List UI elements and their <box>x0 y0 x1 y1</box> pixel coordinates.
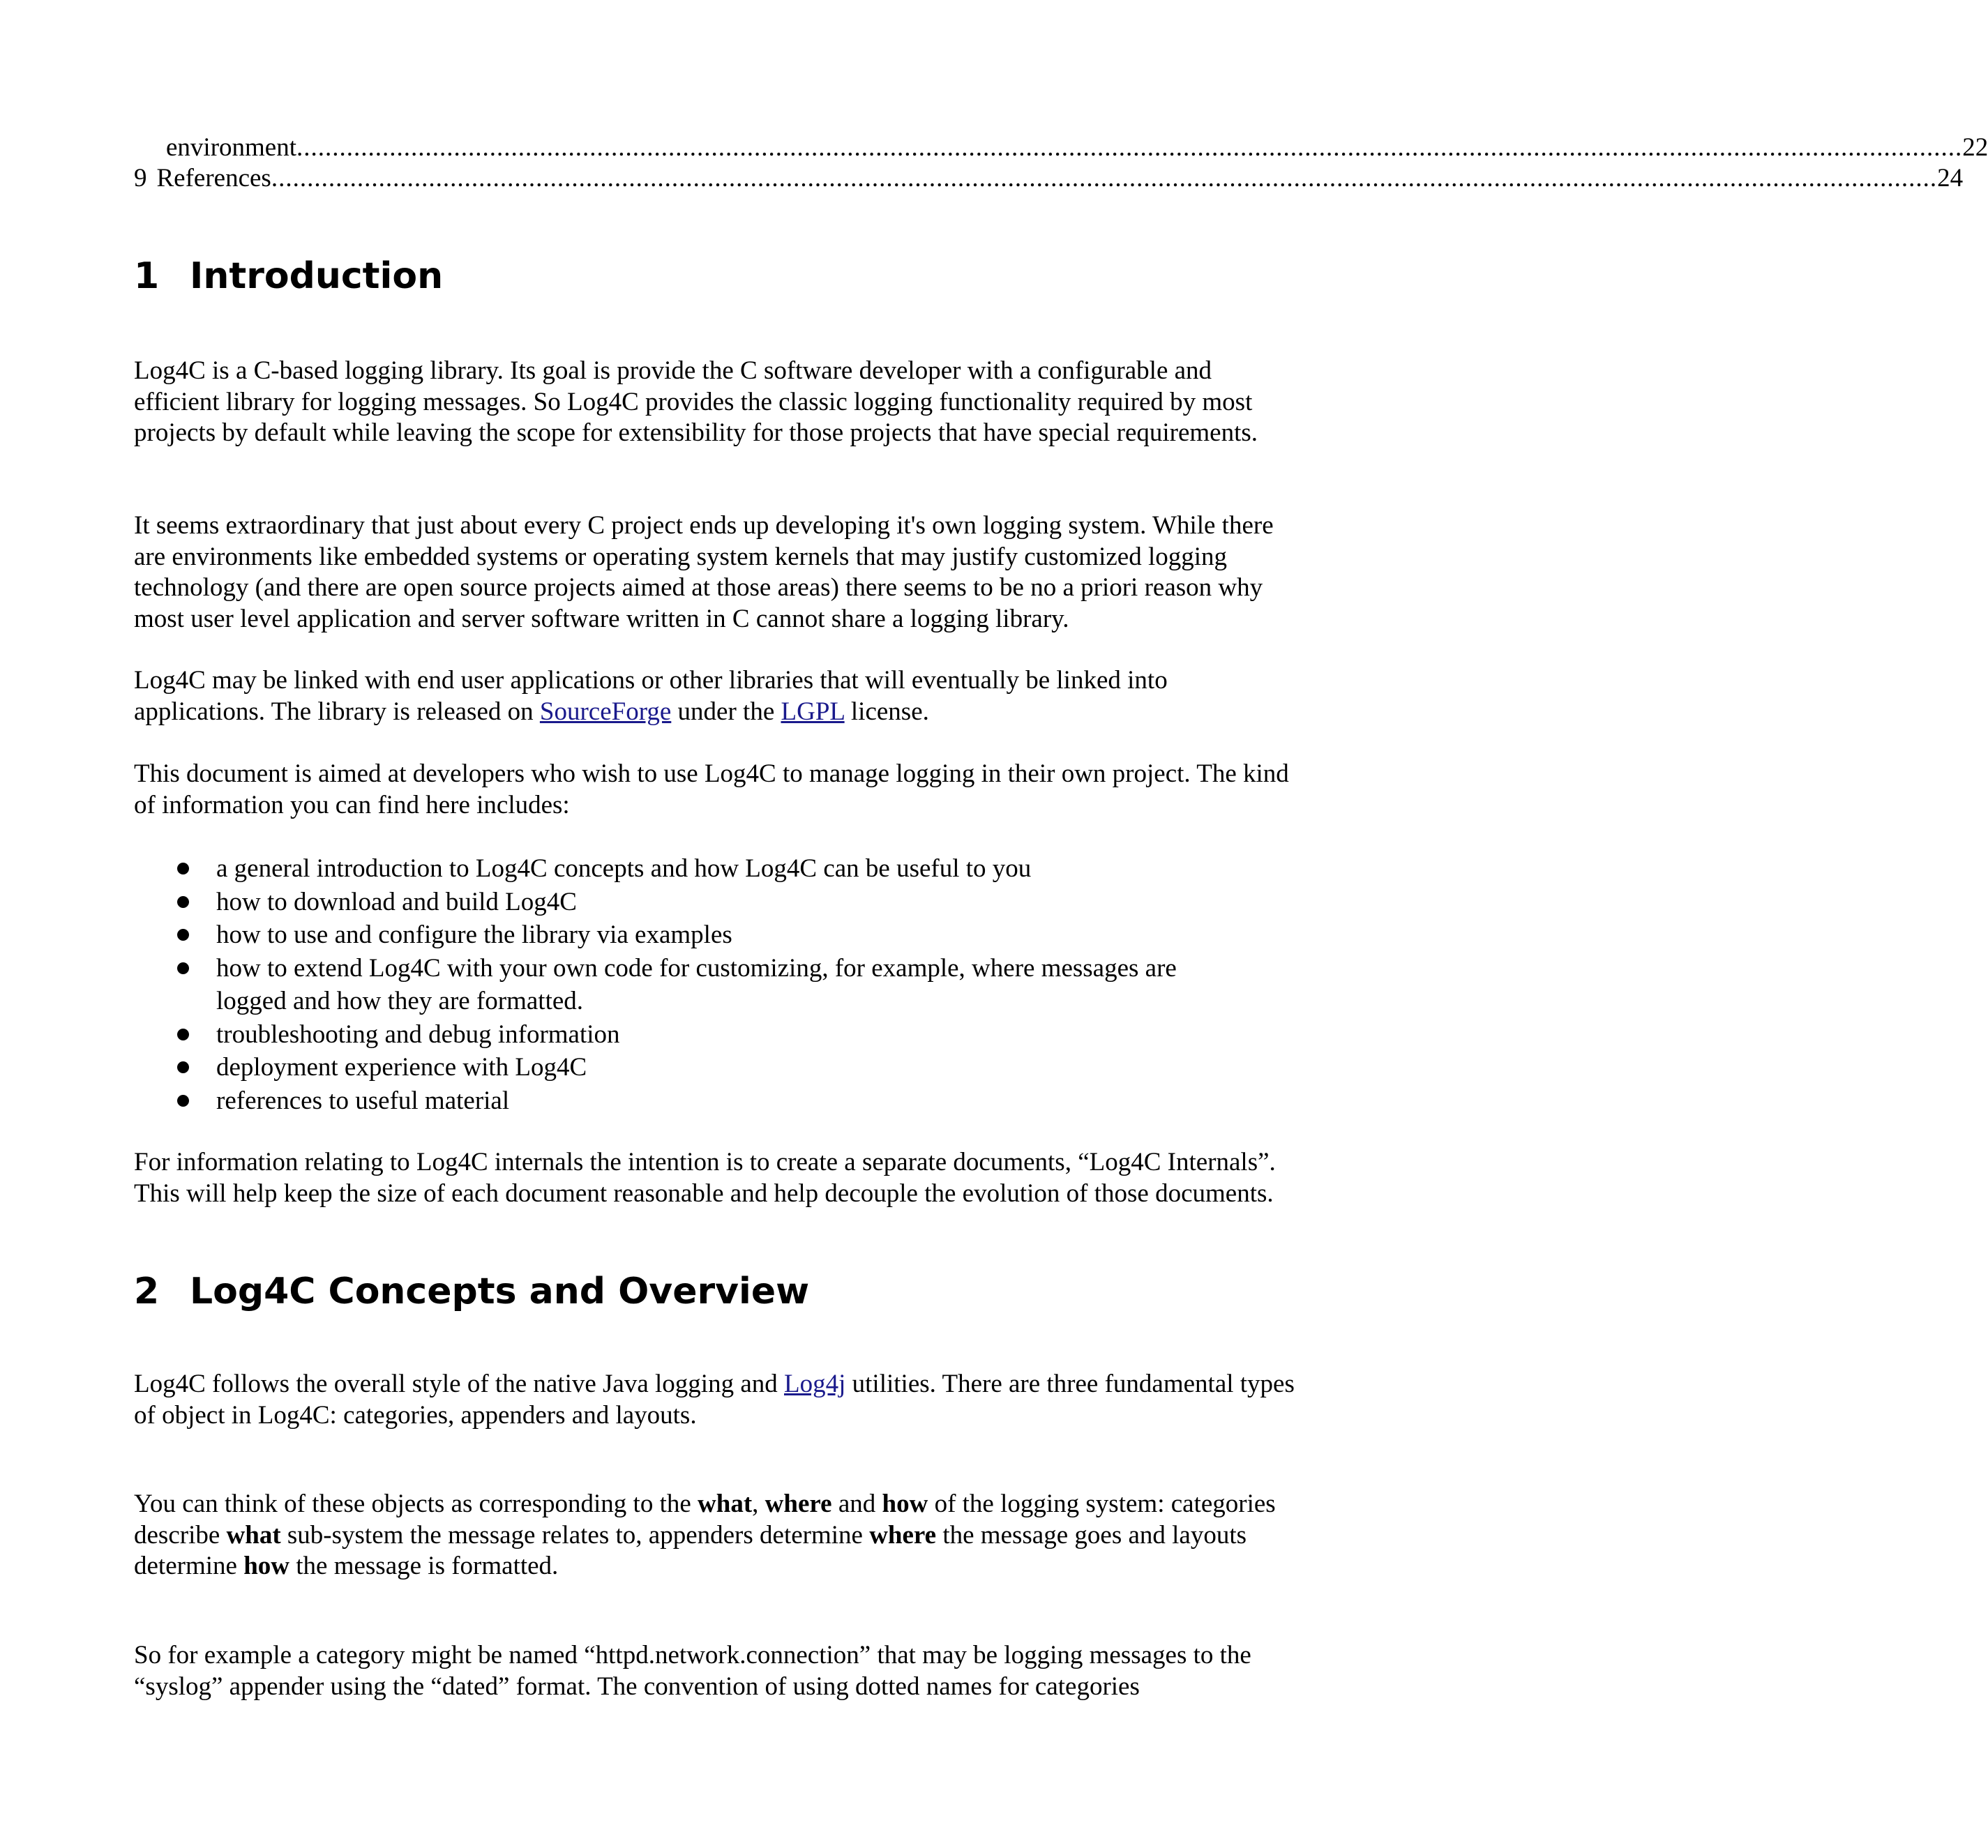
text-run: You can think of these objects as corresponding to the <box>134 1490 698 1518</box>
toc-entry-label: environment <box>166 133 297 162</box>
bullet-icon <box>177 962 189 974</box>
bullet-icon <box>177 1029 189 1040</box>
list-item-text: troubleshooting and debug information <box>216 1020 620 1049</box>
section-heading-concepts <box>134 1271 809 1312</box>
bullet-icon <box>177 1095 189 1107</box>
list-item-text: how to download and build Log4C <box>216 887 577 916</box>
toc-entry[interactable] <box>134 163 1964 194</box>
list-item-text: deployment experience with Log4C <box>216 1053 587 1082</box>
text-run: utilities. There are three fundamental types of object in Log4C: categories, appenders and layouts. <box>134 1370 1295 1430</box>
emphasis-where: where <box>869 1520 937 1550</box>
bullet-icon <box>177 863 189 874</box>
toc-leader-dots: ......................................................................................................................................................................................................................................... <box>271 164 1938 192</box>
text-run: sub-system the message relates to, appenders determine <box>280 1520 870 1550</box>
emphasis-how: how <box>243 1552 289 1580</box>
text-run: Log4C follows the overall style of the native Java logging and <box>134 1370 784 1398</box>
text-run: license. <box>844 697 929 726</box>
topics-bullet-list <box>134 852 1295 1117</box>
toc-entry-label: References <box>156 164 271 192</box>
toc-leader-dots: ......................................................................................................................................................................................................................................... <box>296 133 1963 162</box>
list-item <box>134 1051 1295 1084</box>
bullet-icon <box>177 929 189 941</box>
intro-paragraph-4: This document is aimed at developers who wish to use Log4C to manage logging in their own project. The kind of information you can find here includes: <box>134 759 1289 819</box>
list-item <box>134 952 1295 1018</box>
list-item-text: references to useful material <box>216 1086 510 1115</box>
list-item <box>134 918 1295 952</box>
section-number: 2 <box>134 1271 160 1312</box>
section-title: Introduction <box>190 255 444 297</box>
text-run: under the <box>671 697 781 726</box>
section-number: 1 <box>134 255 160 297</box>
bullet-icon <box>177 1061 189 1073</box>
section-title: Log4C Concepts and Overview <box>190 1271 810 1312</box>
text-run: of the logging system: categories describe <box>134 1490 1276 1550</box>
log4j-link[interactable]: Log4j <box>784 1370 846 1398</box>
text-run: , <box>752 1490 765 1518</box>
list-item <box>134 852 1295 886</box>
intro-paragraph-1: Log4C is a C-based logging library. Its goal is provide the C software developer with a configurable and efficient library for logging messages. So Log4C provides the classic logging functionality required by most projects by default while leaving the scope for extensibility for those projects that have special requirements. <box>134 356 1258 447</box>
intro-paragraph-2: It seems extraordinary that just about every C project ends up developing it's own logging system. While there are environments like embedded systems or operating system kernels that may justify customized logging technology (and there are open source projects aimed at those areas) there seems to be no a priori reason why most user level application and server software written in C cannot share a logging library. <box>134 511 1274 633</box>
toc-entry-page: 24 <box>1937 164 1964 192</box>
emphasis-what: what <box>698 1490 753 1518</box>
lgpl-link[interactable]: LGPL <box>781 697 845 726</box>
text-run: Log4C may be linked with end user applications or other libraries that will eventually be linked into applications. The library is released on <box>134 666 1168 726</box>
section-heading-introduction <box>134 255 443 297</box>
list-item-text: a general introduction to Log4C concepts and how Log4C can be useful to you <box>216 854 1032 883</box>
list-item-text: how to extend Log4C with your own code for customizing, for example, where messages are <box>216 953 1177 983</box>
list-item <box>134 1084 1295 1118</box>
intro-paragraph-5: For information relating to Log4C internals the intention is to create a separate documents, “Log4C Internals”. This will help keep the size of each document reasonable and help decouple the evolution of those documents. <box>134 1148 1276 1208</box>
emphasis-how: how <box>882 1490 928 1518</box>
list-item <box>134 1018 1295 1052</box>
emphasis-what: what <box>226 1520 281 1550</box>
bullet-icon <box>177 896 189 908</box>
toc-entry-number: 9 <box>134 164 147 192</box>
list-item <box>134 886 1295 919</box>
concepts-paragraph-2 <box>134 1489 1295 1582</box>
concepts-paragraph-1 <box>134 1369 1295 1431</box>
text-run: the message goes and layouts determine <box>134 1520 1247 1580</box>
sourceforge-link[interactable]: SourceForge <box>539 697 672 726</box>
text-run: and <box>831 1490 882 1518</box>
intro-paragraph-3 <box>134 665 1295 727</box>
concepts-paragraph-3: So for example a category might be named “httpd.network.connection” that may be logging messages to the “syslog” appender using the “dated” format. The convention of using dotted names for categories <box>134 1641 1251 1701</box>
emphasis-where: where <box>765 1490 832 1518</box>
toc-entry-page: 22 <box>1962 133 1988 162</box>
list-item-text: how to use and configure the library via examples <box>216 921 732 949</box>
toc-entry[interactable] <box>134 132 1988 163</box>
list-item-continuation: logged and how they are formatted. <box>216 987 584 1015</box>
text-run: the message is formatted. <box>289 1552 559 1580</box>
